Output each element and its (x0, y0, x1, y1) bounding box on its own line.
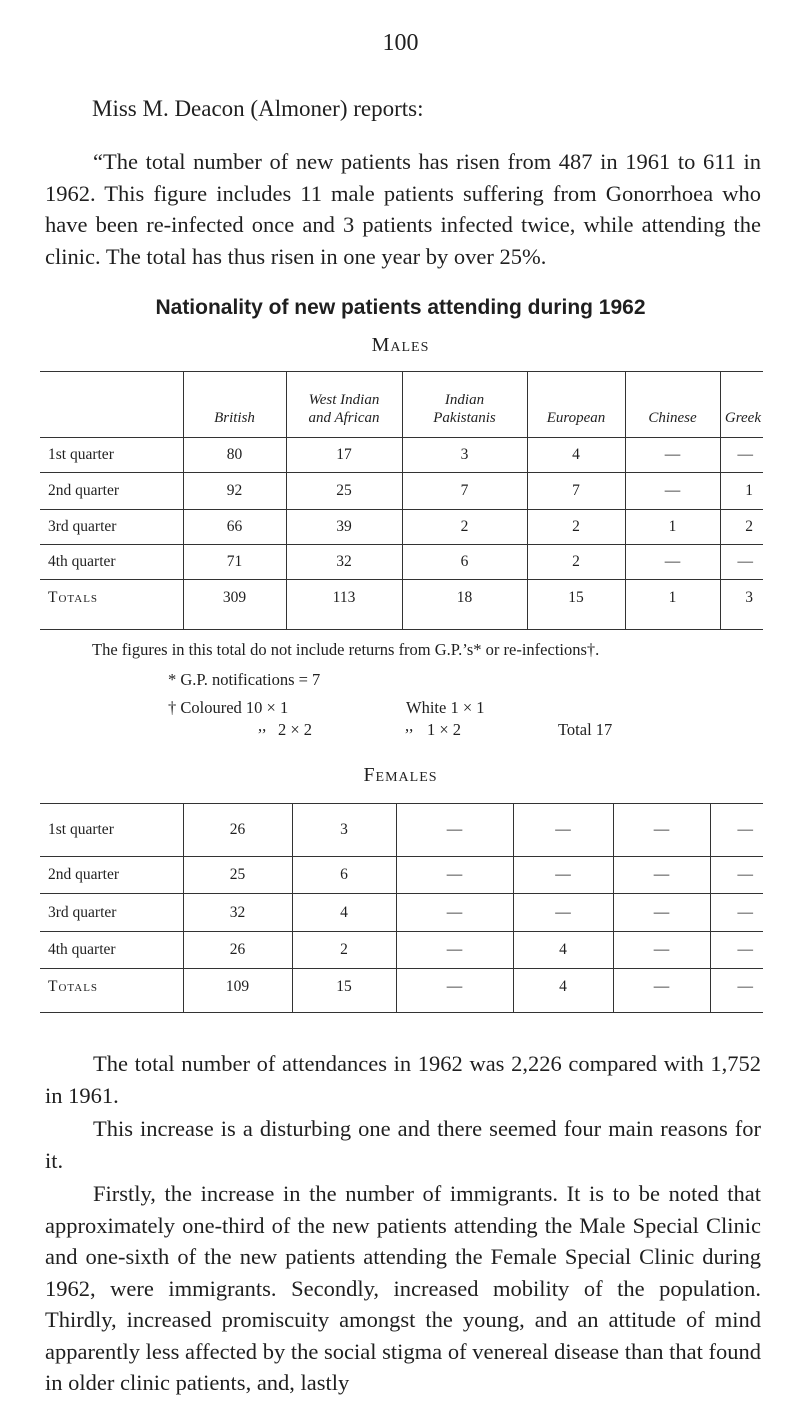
col-header: West Indian and African (286, 372, 402, 438)
white-note-2: 1 × 2 (427, 720, 462, 739)
table-cell: 71 (183, 545, 286, 580)
table-cell: 3rd quarter (40, 894, 183, 932)
table-cell: — (396, 894, 513, 932)
table-cell: 4 (513, 969, 613, 1013)
table-cell: — (613, 932, 710, 969)
table-row (40, 804, 763, 857)
col-header: Chinese (625, 372, 720, 438)
table-cell: 26 (183, 932, 292, 969)
table-cell: 2nd quarter (40, 473, 183, 510)
table-title: Nationality of new patients attending during 1962 (155, 296, 646, 319)
col-header: Indian Pakistanis (402, 372, 527, 438)
table-cell: Totals (40, 580, 183, 630)
table-cell: 32 (286, 545, 402, 580)
table-cell: — (710, 894, 763, 932)
table-cell: 309 (183, 580, 286, 630)
table-row (40, 932, 763, 969)
table-cell: 15 (292, 969, 396, 1013)
table-cell: 66 (183, 510, 286, 545)
table-cell: 6 (292, 857, 396, 894)
table-cell: — (710, 804, 763, 857)
table-cell: 4th quarter (40, 932, 183, 969)
table-row (40, 857, 763, 894)
table-cell: 109 (183, 969, 292, 1013)
table-cell: 1 (625, 510, 720, 545)
table-cell: 92 (183, 473, 286, 510)
table-cell: 3 (720, 580, 763, 630)
col-header: British (183, 372, 286, 438)
coloured-note-2: 2 × 2 (278, 720, 313, 739)
males-header-row (40, 372, 763, 438)
table-cell: 1st quarter (40, 438, 183, 473)
table-cell: 2nd quarter (40, 857, 183, 894)
table-cell: 2 (527, 545, 625, 580)
intro-paragraph: “The total number of new patients has risen from 487 in 1961 to 611 in 1962. This figure includes 11 male patients suffering from Gonorrhoea who have been re-infected once and 3 patients infected twice, while attending the clinic. The total has thus risen in one year by over 25%. (45, 149, 761, 269)
totals-row (40, 580, 763, 630)
table-cell: — (710, 932, 763, 969)
table-cell: 3 (292, 804, 396, 857)
males-table (40, 371, 763, 630)
table-cell: — (396, 932, 513, 969)
page-number: 100 (382, 30, 419, 56)
white-note-1: White 1 × 1 (406, 698, 485, 717)
notes-line: The figures in this total do not include returns from G.P.’s* or re-infections†. (92, 640, 600, 659)
males-header-blank (40, 372, 183, 438)
table-cell: 32 (183, 894, 292, 932)
table-cell: 4 (292, 894, 396, 932)
table-cell: 3rd quarter (40, 510, 183, 545)
table-cell: 7 (402, 473, 527, 510)
males-heading-text: Males (371, 334, 430, 356)
table-row (40, 438, 763, 473)
table-cell: — (613, 969, 710, 1013)
table-cell: — (513, 857, 613, 894)
table-cell: — (513, 804, 613, 857)
table-cell: 17 (286, 438, 402, 473)
table-cell: — (396, 804, 513, 857)
col-header: Greek (720, 372, 763, 438)
table-cell: 1st quarter (40, 804, 183, 857)
table-cell: — (720, 438, 763, 473)
table-cell: 1 (625, 580, 720, 630)
table-cell: — (720, 545, 763, 580)
increase-paragraph: This increase is a disturbing one and there seemed four main reasons for it. (45, 1116, 761, 1173)
table-cell: 25 (183, 857, 292, 894)
ditto-mark: ,, (405, 716, 414, 735)
notes-total: Total 17 (558, 720, 613, 739)
table-cell: 2 (527, 510, 625, 545)
table-cell: — (625, 545, 720, 580)
table-cell: 3 (402, 438, 527, 473)
table-cell: — (513, 894, 613, 932)
coloured-note-1: † Coloured 10 × 1 (168, 698, 289, 717)
table-cell: 113 (286, 580, 402, 630)
table-cell: 26 (183, 804, 292, 857)
table-cell: 4th quarter (40, 545, 183, 580)
gp-notifications: * G.P. notifications = 7 (168, 670, 321, 689)
table-cell: 2 (720, 510, 763, 545)
table-cell: 4 (527, 438, 625, 473)
table-cell: — (710, 857, 763, 894)
table-cell: Totals (40, 969, 183, 1013)
females-table (40, 803, 763, 1013)
table-cell: 25 (286, 473, 402, 510)
table-cell: 7 (527, 473, 625, 510)
table-cell: — (613, 857, 710, 894)
col-header: European (527, 372, 625, 438)
table-cell: 18 (402, 580, 527, 630)
females-heading (0, 764, 801, 787)
totals-row (40, 969, 763, 1013)
table-cell: — (396, 857, 513, 894)
table-cell: 2 (402, 510, 527, 545)
table-cell: 2 (292, 932, 396, 969)
table-cell: 1 (720, 473, 763, 510)
females-heading-text: Females (363, 764, 438, 786)
table-cell: 80 (183, 438, 286, 473)
attendances-paragraph: The total number of attendances in 1962 was 2,226 compared with 1,752 in 1961. (45, 1051, 761, 1108)
ditto-mark: ,, (258, 716, 267, 735)
table-cell: 15 (527, 580, 625, 630)
table-cell: 4 (513, 932, 613, 969)
table-cell: 39 (286, 510, 402, 545)
table-cell: 6 (402, 545, 527, 580)
table-cell: — (613, 894, 710, 932)
table-row (40, 545, 763, 580)
table-cell: — (396, 969, 513, 1013)
table-row (40, 894, 763, 932)
reasons-paragraph: Firstly, the increase in the number of immigrants. It is to be noted that approximately one-third of the new patients attending the Male Special Clinic and one-sixth of the new patients attending the Female Special Clinic during 1962, were immigrants. Secondly, increased mobility of the population. Thirdly, increased promiscuity amongst the young, and an attitude of mind apparently less affected by the social stigma of venereal disease than that found in older clinic patients, and, lastly (45, 1181, 761, 1395)
table-row (40, 510, 763, 545)
males-heading (0, 334, 801, 357)
table-row (40, 473, 763, 510)
table-cell: — (625, 473, 720, 510)
table-cell: — (710, 969, 763, 1013)
reporter-line: Miss M. Deacon (Almoner) reports: (92, 96, 424, 121)
table-cell: — (613, 804, 710, 857)
table-cell: — (625, 438, 720, 473)
